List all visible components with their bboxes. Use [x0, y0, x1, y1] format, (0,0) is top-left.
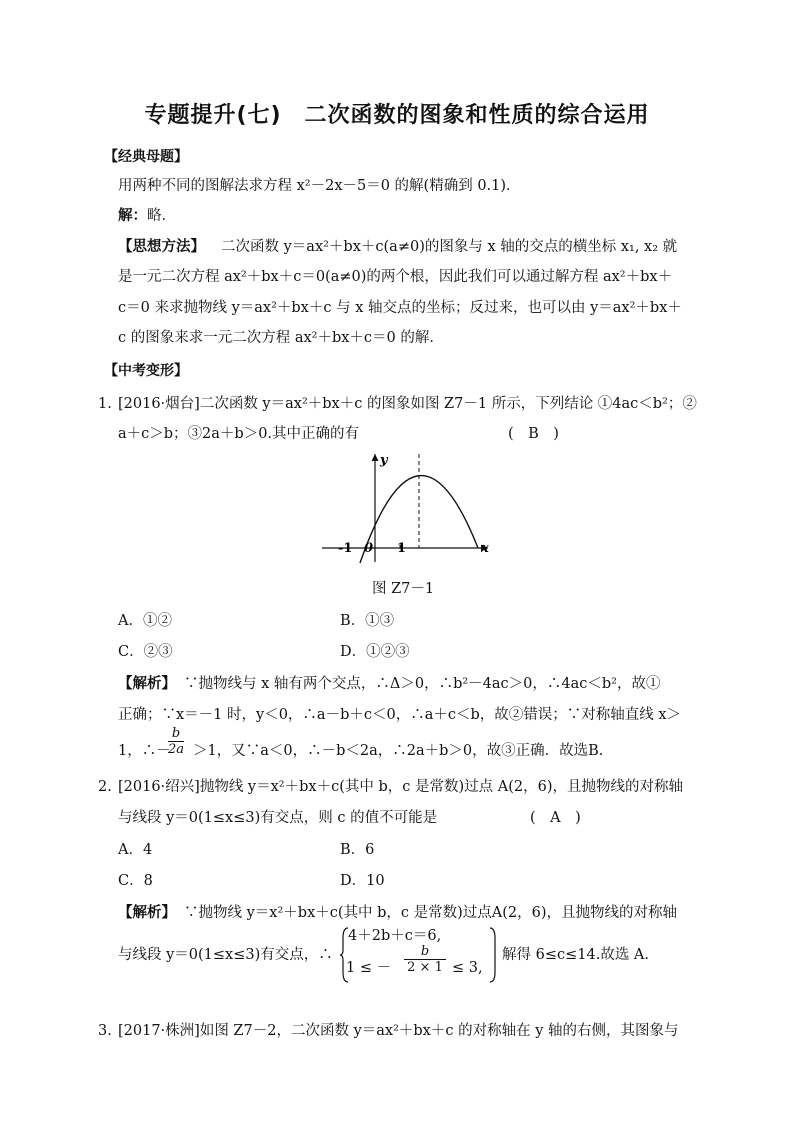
- system-fraction: $\frac{b}{2 \times 1}$: [404, 944, 446, 975]
- origin-label: 0: [364, 541, 374, 556]
- q1-analysis-line-3a: 1，∴－: [118, 743, 171, 759]
- method-line-2: 是一元二次方程 ax²＋bx＋c＝0(a≠0)的两个根，因此我们可以通过解方程 ax²＋bx＋: [118, 269, 673, 285]
- classic-answer: [118, 206, 176, 226]
- q2-number: 2.: [98, 779, 112, 795]
- q2-analysis-label: 【解析】: [118, 905, 176, 921]
- q1-option-a: A．①②: [118, 613, 172, 629]
- q3-line-1: [2017·株洲]如图 Z7－2，二次函数 y＝ax²＋bx＋c 的对称轴在 y 轴的右侧，其图象与: [118, 1023, 679, 1039]
- section-heading-variants: 【中考变形】: [104, 363, 188, 379]
- q2-analysis-line-2b: 解得 6≤c≤14.故选 A.: [502, 947, 650, 963]
- q2-option-b: B．6: [340, 842, 375, 858]
- q2-option-a: A．4: [118, 842, 153, 858]
- q1-analysis-line-3b: ＞1，又∵a＜0，∴－b＜2a，∴2a＋b＞0，故③正确．故选B.: [193, 743, 604, 759]
- method-line-4: c 的图象来求一元二次方程 ax²＋bx＋c＝0 的解．: [118, 330, 444, 346]
- q1-graph: [318, 448, 498, 566]
- y-axis-label: y: [380, 453, 388, 468]
- q2-analysis-line-1: 【解析】 ∵抛物线 y＝x²＋bx＋c(其中 b，c 是常数)过点A(2，6)，且抛物线的对称轴: [118, 905, 678, 921]
- q1-option-b: B．①③: [340, 613, 395, 629]
- q2-option-c: C．8: [118, 873, 153, 889]
- classic-problem: 用两种不同的图解法求方程 x²－2x－5＝0 的解(精确到 0.1)．: [118, 178, 521, 194]
- q1-option-d: D．①②③: [340, 644, 410, 660]
- q1-line-1: [2016·烟台]二次函数 y＝ax²＋bx＋c 的图象如图 Z7－1 所示，下列结论 ①4ac＜b²；②: [118, 396, 697, 412]
- section-heading-classic: 【经典母题】: [104, 149, 188, 165]
- q1-answer: ( B ): [508, 426, 559, 442]
- q1-option-c: C．②③: [118, 644, 173, 660]
- answer-text: 略．: [147, 208, 176, 224]
- tick-label-1: 1: [397, 541, 407, 556]
- q1-analysis-line-2: 正确；∵x＝－1 时，y＜0，∴a－b＋c＜0，∴a＋c＜b，故②错误；∵对称轴直线 x＞: [118, 707, 682, 723]
- page-title: 专题提升(七) 二次函数的图象和性质的综合运用: [144, 103, 650, 128]
- method-line-1: 【思想方法】 二次函数 y＝ax²＋bx＋c(a≠0)的图象与 x 轴的交点的横坐标 x₁, x₂ 就: [118, 239, 678, 255]
- q2-option-d: D．10: [340, 873, 385, 889]
- q1-analysis-fraction: $\frac{b}{2a}$: [168, 726, 185, 757]
- q1-line-2: a＋c＞b；③2a＋b＞0.其中正确的有: [118, 426, 360, 442]
- system-equation-1: 4＋2b＋c＝6,: [348, 928, 442, 944]
- q1-figure-caption: 图 Z7－1: [372, 581, 435, 597]
- method-line-3: c＝0 来求抛物线 y＝ax²＋bx＋c 与 x 轴交点的坐标；反过来，也可以由 y＝ax²＋bx＋: [118, 300, 682, 316]
- method-label: 【思想方法】: [118, 239, 205, 255]
- system-equation-2a: 1 ≤ －: [346, 960, 392, 976]
- x-axis-label: x: [481, 541, 489, 556]
- system-equation-2b: ≤ 3,: [452, 960, 483, 976]
- q2-line-1: [2016·绍兴]抛物线 y＝x²＋bx＋c(其中 b，c 是常数)过点 A(2，6)，且抛物线的对称轴: [118, 779, 683, 795]
- q2-line-2: 与线段 y＝0(1≤x≤3)有交点，则 c 的值不可能是: [118, 810, 438, 826]
- q1-analysis-label: 【解析】: [118, 676, 176, 692]
- tick-label-neg1: -1: [338, 541, 353, 556]
- q2-analysis-line-2a: 与线段 y＝0(1≤x≤3)有交点，∴: [118, 947, 333, 963]
- q1-analysis-line-1: 【解析】 ∵抛物线与 x 轴有两个交点，∴Δ＞0，∴b²－4ac＞0，∴4ac＜b²，故①: [118, 676, 661, 692]
- q2-answer: ( A ): [530, 810, 581, 826]
- q3-number: 3.: [98, 1023, 112, 1039]
- q1-number: 1.: [98, 396, 112, 412]
- system-right-brace: [488, 926, 498, 984]
- answer-label: 解：: [118, 208, 147, 224]
